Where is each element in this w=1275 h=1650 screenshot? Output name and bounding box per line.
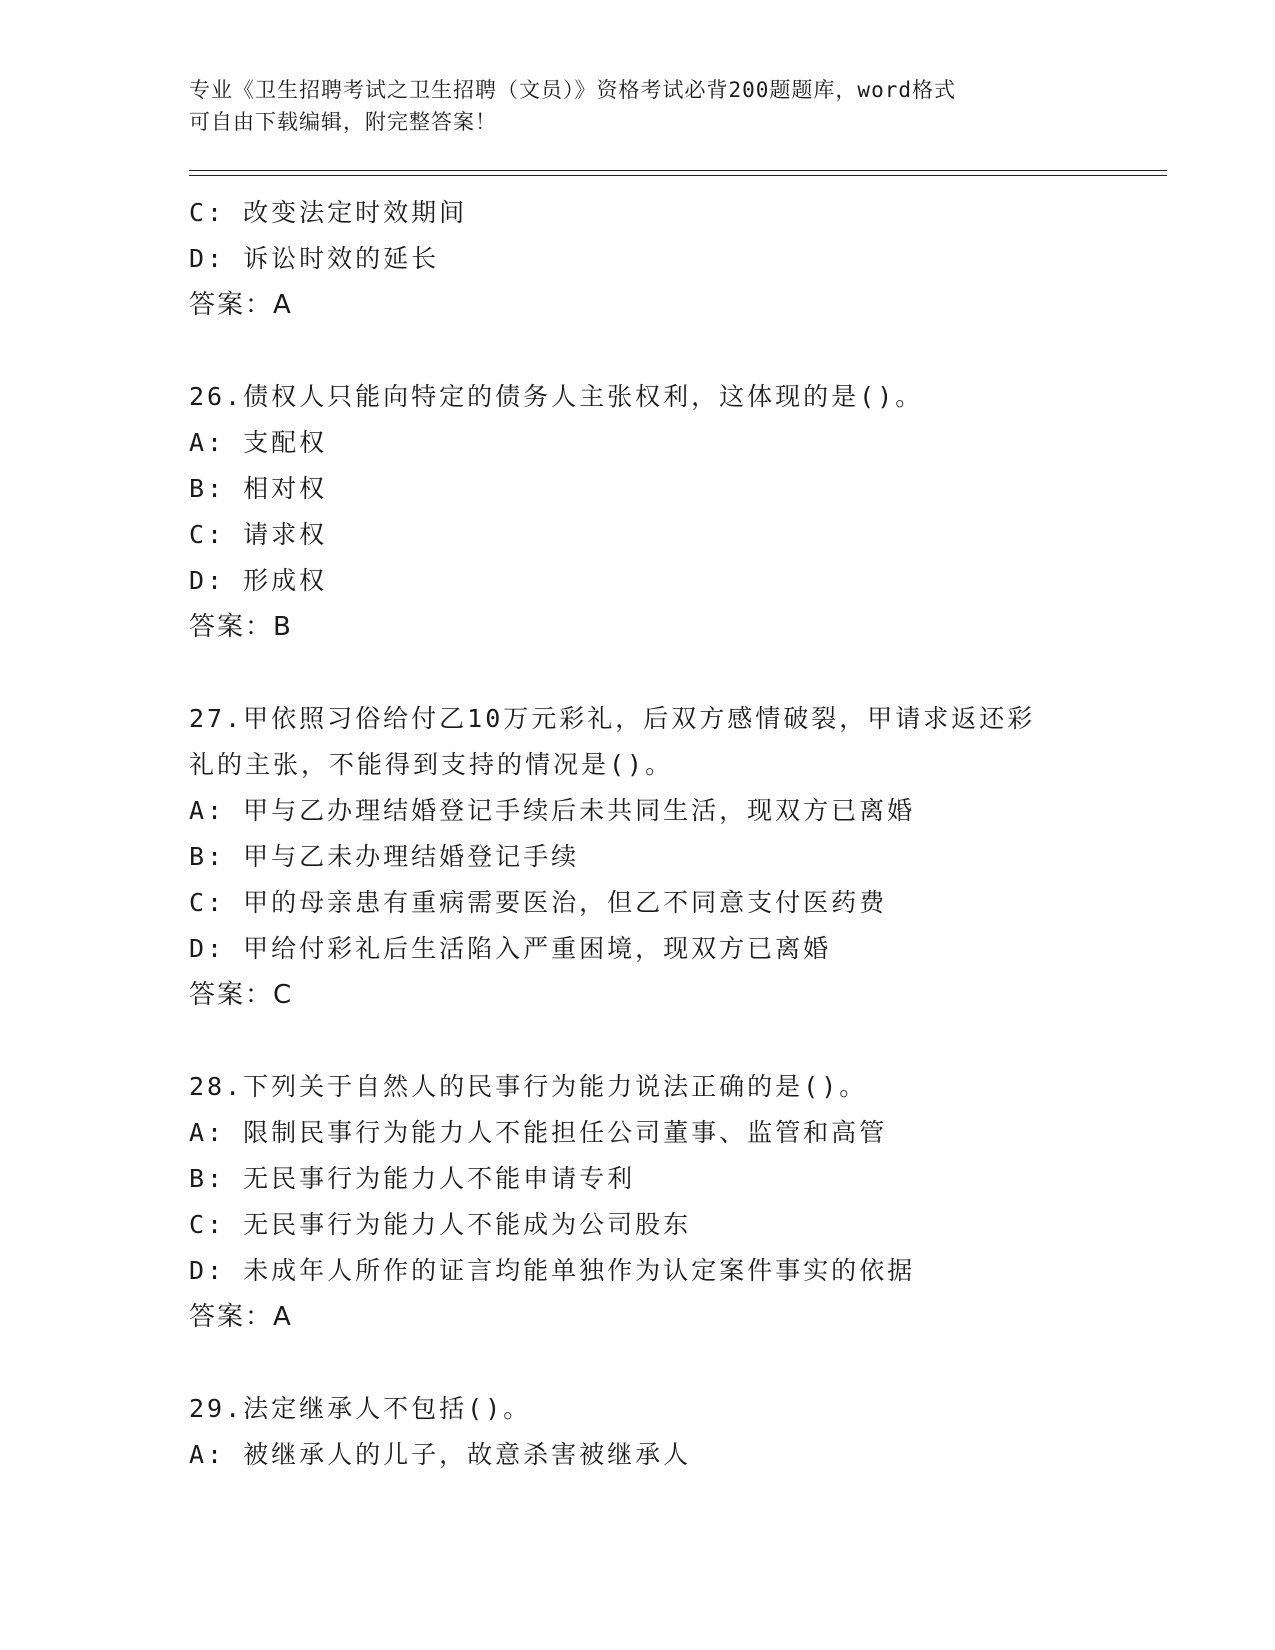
question-list (189, 190, 1149, 1478)
question-27 (189, 696, 1149, 1018)
option-c: C: 无民事行为能力人不能成为公司股东 (189, 1210, 692, 1239)
question-stem: 28.下列关于自然人的民事行为能力说法正确的是()。 (189, 1072, 868, 1101)
question-stem-continued: 礼的主张，不能得到支持的情况是()。 (189, 750, 674, 779)
previous-question-tail (189, 190, 1149, 328)
option-d: D: 形成权 (189, 566, 328, 595)
question-stem: 29.法定继承人不包括()。 (189, 1394, 532, 1423)
answer-line: 答案：A (189, 1302, 293, 1332)
option-d: D: 未成年人所作的证言均能单独作为认定案件事实的依据 (189, 1256, 916, 1285)
header-divider-bottom (189, 175, 1167, 176)
answer-line: 答案：C (189, 980, 294, 1010)
option-a: A: 限制民事行为能力人不能担任公司董事、监管和高管 (189, 1118, 888, 1147)
option-b: B: 相对权 (189, 474, 328, 503)
question-29 (189, 1386, 1149, 1478)
option-b: B: 无民事行为能力人不能申请专利 (189, 1164, 636, 1193)
question-stem: 26.债权人只能向特定的债务人主张权利，这体现的是()。 (189, 382, 924, 411)
header-title-line-1: 专业《卫生招聘考试之卫生招聘（文员）》资格考试必背200题题库，word格式 (189, 78, 956, 102)
option-c: C: 改变法定时效期间 (189, 198, 468, 227)
option-c: C: 请求权 (189, 520, 328, 549)
option-a: A: 被继承人的儿子，故意杀害被继承人 (189, 1440, 692, 1469)
header-divider-top (189, 170, 1167, 171)
answer-line: 答案：B (189, 612, 293, 642)
option-d: D: 诉讼时效的延长 (189, 244, 440, 273)
option-a: A: 支配权 (189, 428, 328, 457)
question-26 (189, 374, 1149, 650)
question-stem: 27.甲依照习俗给付乙10万元彩礼，后双方感情破裂，甲请求返还彩 (189, 704, 1036, 733)
document-header (189, 74, 1089, 138)
question-28 (189, 1064, 1149, 1340)
option-c: C: 甲的母亲患有重病需要医治，但乙不同意支付医药费 (189, 888, 888, 917)
answer-line: 答案：A (189, 290, 293, 320)
option-b: B: 甲与乙未办理结婚登记手续 (189, 842, 580, 871)
option-d: D: 甲给付彩礼后生活陷入严重困境，现双方已离婚 (189, 934, 832, 963)
header-title-line-2: 可自由下载编辑，附完整答案！ (189, 110, 497, 134)
option-a: A: 甲与乙办理结婚登记手续后未共同生活，现双方已离婚 (189, 796, 916, 825)
